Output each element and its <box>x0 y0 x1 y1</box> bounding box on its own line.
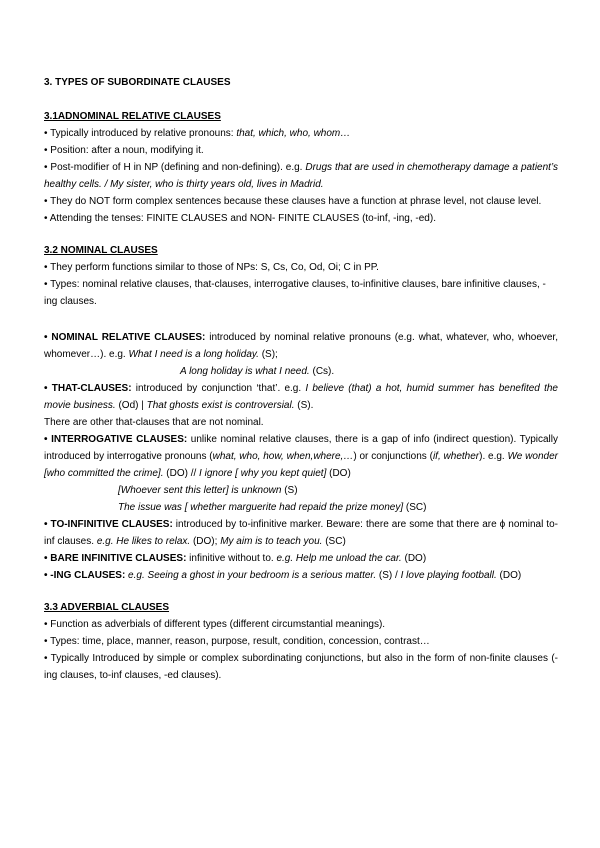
interrogative-example-1: [Whoever sent this letter] is unknown (S) <box>118 485 298 496</box>
section-heading-adverbial: 3.3 ADVERBIAL CLAUSES <box>44 602 170 613</box>
bullet-adverbial-introduced: • Typically Introduced by simple or complex subordinating conjunctions, but also in the form of non-finite clauses (-ing clauses, to-inf clauses, -ed clauses). <box>44 653 558 681</box>
section-heading-adnominal: 3.1ADNOMINAL RELATIVE CLAUSES <box>44 111 221 122</box>
bare-infinitive-clauses: • BARE INFINITIVE CLAUSES: infinitive without to. e.g. Help me unload the car. (DO) <box>44 553 427 564</box>
document-body <box>44 74 558 684</box>
interrogative-clauses: • INTERROGATIVE CLAUSES: unlike nominal relative clauses, there is a gap of info (indirect question). Typically introduced by interrogative pronouns (what, who, how, when,where,…) or conjunctions (if, whether). e.g. We wonder [who committed the crime]. (DO) // I ignore [ why you kept quiet] (DO) <box>44 434 559 479</box>
document-title: 3. TYPES OF SUBORDINATE CLAUSES <box>44 77 231 88</box>
bullet-introduced: • Typically introduced by relative pronouns: that, which, who, whom… <box>44 128 351 139</box>
bullet-not-complex: • They do NOT form complex sentences because these clauses have a function at phrase level, not clause level. <box>44 196 542 207</box>
that-clauses-note: There are other that-clauses that are not nominal. <box>44 417 264 428</box>
bullet-functions: • They perform functions similar to those of NPs: S, Cs, Co, Od, Oi; C in PP. <box>44 262 379 273</box>
to-infinitive-clauses: • TO-INFINITIVE CLAUSES: introduced by to-infinitive marker. Beware: there are some that there are ϕ nominal to-inf clauses. e.g. He likes to relax. (DO); My aim is to teach you. (SC) <box>44 519 558 547</box>
nominal-relative-example: A long holiday is what I need. (Cs). <box>180 366 335 377</box>
bullet-types: • Types: nominal relative clauses, that-clauses, interrogative clauses, to-infinitive clauses, bare infinitive clauses, -ing clauses. <box>44 279 546 307</box>
bullet-tenses: • Attending the tenses: FINITE CLAUSES and NON- FINITE CLAUSES (to-inf, -ing, -ed). <box>44 213 436 224</box>
bullet-adverbial-types: • Types: time, place, manner, reason, purpose, result, condition, concession, contrast… <box>44 636 430 647</box>
nominal-relative-clauses: • NOMINAL RELATIVE CLAUSES: introduced by nominal relative pronouns (e.g. what, whatever, who, whoever, whomever…). e.g. What I need is a long holiday. (S); <box>44 332 558 360</box>
bullet-position: • Position: after a noun, modifying it. <box>44 145 204 156</box>
bullet-adverbial-function: • Function as adverbials of different types (different circumstantial meanings). <box>44 619 386 630</box>
bullet-post-modifier: • Post-modifier of H in NP (defining and non-defining). e.g. Drugs that are used in chemotherapy damage a patient’s healthy cells. / My sister, who is thirty years old, lives in Madrid. <box>44 162 559 190</box>
section-heading-nominal: 3.2 NOMINAL CLAUSES <box>44 245 158 256</box>
interrogative-example-2: The issue was [ whether marguerite had repaid the prize money] (SC) <box>118 502 427 513</box>
that-clauses: • THAT-CLAUSES: introduced by conjunction ‘that’. e.g. I believe (that) a hot, humid summer has benefited the movie business. (Od) | That ghosts exist is controversial. (S). <box>44 383 558 411</box>
ing-clauses: • -ING CLAUSES: e.g. Seeing a ghost in your bedroom is a serious matter. (S) / I love playing football. (DO) <box>44 570 522 581</box>
